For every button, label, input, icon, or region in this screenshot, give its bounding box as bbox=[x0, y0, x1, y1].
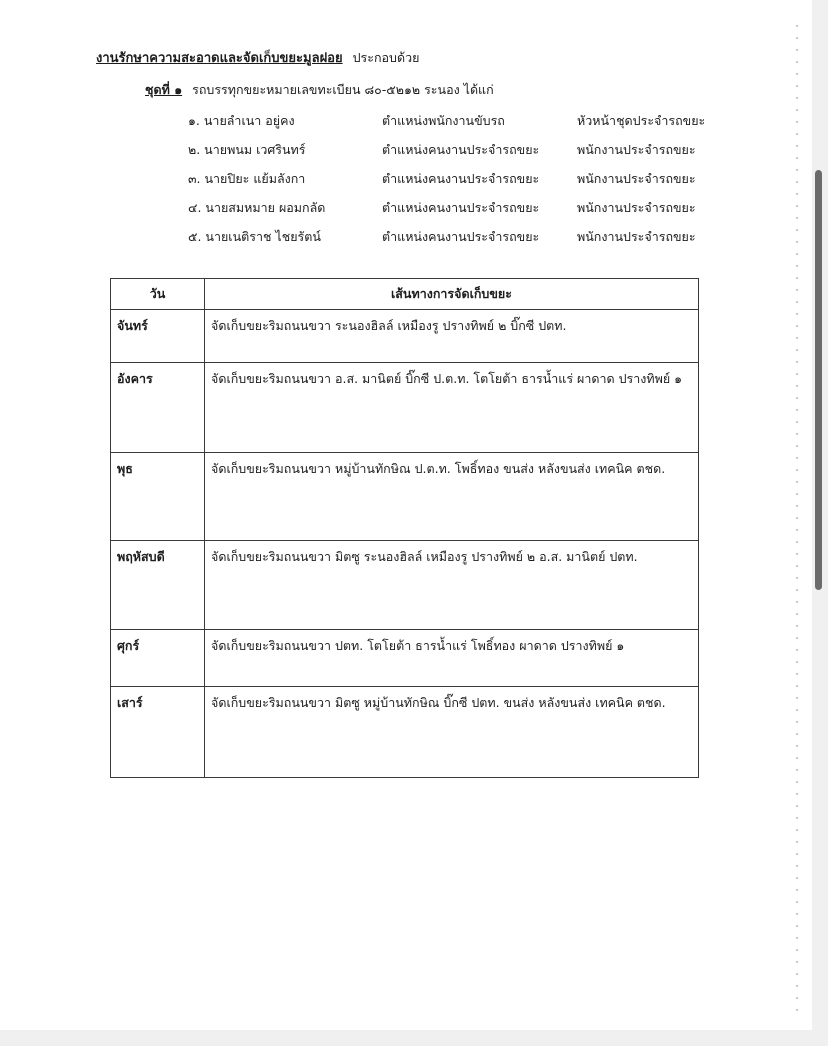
document-heading bbox=[96, 50, 419, 67]
member-position: ตำแหน่งคนงานประจำรถขยะ bbox=[382, 200, 540, 215]
member-position: ตำแหน่งคนงานประจำรถขยะ bbox=[382, 229, 540, 244]
heading-title: งานรักษาความสะอาดและจัดเก็บขยะมูลฝอย bbox=[96, 51, 343, 66]
day-cell: เสาร์ bbox=[111, 687, 205, 778]
member-position: ตำแหน่งคนงานประจำรถขยะ bbox=[382, 171, 540, 186]
table-row bbox=[111, 541, 699, 630]
route-cell: จัดเก็บขยะริมถนนขวา ระนองฮิลล์ เหมืองรู ปรางทิพย์ ๒ บิ๊กซี ปตท. bbox=[205, 310, 699, 363]
member-duty: พนักงานประจำรถขยะ bbox=[577, 200, 696, 215]
day-cell: พุธ bbox=[111, 453, 205, 541]
day-cell: ศุกร์ bbox=[111, 630, 205, 687]
member-name: ๓. นายปิยะ แย้มลังกา bbox=[188, 171, 306, 186]
crew-set-label: ชุดที่ ๑ bbox=[145, 82, 183, 97]
table-row bbox=[111, 687, 699, 778]
member-name: ๕. นายเนติราช ไชยรัตน์ bbox=[188, 229, 321, 244]
member-position: ตำแหน่งคนงานประจำรถขยะ bbox=[382, 142, 540, 157]
viewer-bottom-edge bbox=[0, 1030, 828, 1046]
member-name: ๒. นายพนม เวศรินทร์ bbox=[188, 142, 306, 157]
member-name: ๔. นายสมหมาย ผอมกลัด bbox=[188, 200, 326, 215]
route-cell: จัดเก็บขยะริมถนนขวา หมู่บ้านทักษิณ ป.ต.ท. โพธิ์ทอง ขนส่ง หลังขนส่ง เทคนิค ตชด. bbox=[205, 453, 699, 541]
day-cell: จันทร์ bbox=[111, 310, 205, 363]
page-edge-dots bbox=[795, 20, 799, 1020]
collection-route-table bbox=[110, 278, 699, 778]
member-duty: พนักงานประจำรถขยะ bbox=[577, 171, 696, 186]
scrollbar-thumb[interactable] bbox=[815, 170, 822, 590]
table-row bbox=[111, 310, 699, 363]
table-row bbox=[111, 630, 699, 687]
member-name: ๑. นายลำเนา อยู่คง bbox=[188, 113, 295, 128]
route-cell: จัดเก็บขยะริมถนนขวา ปตท. โตโยต้า ธารน้ำแร่ โพธิ์ทอง ผาดาด ปรางทิพย์ ๑ bbox=[205, 630, 699, 687]
table-header-row bbox=[111, 279, 699, 310]
member-duty: หัวหน้าชุดประจำรถขยะ bbox=[577, 113, 706, 128]
day-cell: อังคาร bbox=[111, 363, 205, 453]
route-cell: จัดเก็บขยะริมถนนขวา อ.ส. มานิตย์ บิ๊กซี ป.ต.ท. โตโยต้า ธารน้ำแร่ ผาดาด ปรางทิพย์ ๑ bbox=[205, 363, 699, 453]
header-route: เส้นทางการจัดเก็บขยะ bbox=[205, 279, 699, 310]
heading-suffix: ประกอบด้วย bbox=[352, 50, 420, 65]
crew-set-line bbox=[145, 82, 494, 98]
header-day: วัน bbox=[111, 279, 205, 310]
table-row bbox=[111, 453, 699, 541]
member-duty: พนักงานประจำรถขยะ bbox=[577, 142, 696, 157]
table-row bbox=[111, 363, 699, 453]
member-duty: พนักงานประจำรถขยะ bbox=[577, 229, 696, 244]
route-cell: จัดเก็บขยะริมถนนขวา มิตซู ระนองฮิลล์ เหมืองรู ปรางทิพย์ ๒ อ.ส. มานิตย์ ปตท. bbox=[205, 541, 699, 630]
route-cell: จัดเก็บขยะริมถนนขวา มิตซู หมู่บ้านทักษิณ บิ๊กซี ปตท. ขนส่ง หลังขนส่ง เทคนิค ตชด. bbox=[205, 687, 699, 778]
day-cell: พฤหัสบดี bbox=[111, 541, 205, 630]
crew-set-description: รถบรรทุกขยะหมายเลขทะเบียน ๘๐-๕๒๑๒ ระนอง ได้แก่ bbox=[192, 82, 494, 97]
member-position: ตำแหน่งพนักงานขับรถ bbox=[382, 113, 505, 128]
